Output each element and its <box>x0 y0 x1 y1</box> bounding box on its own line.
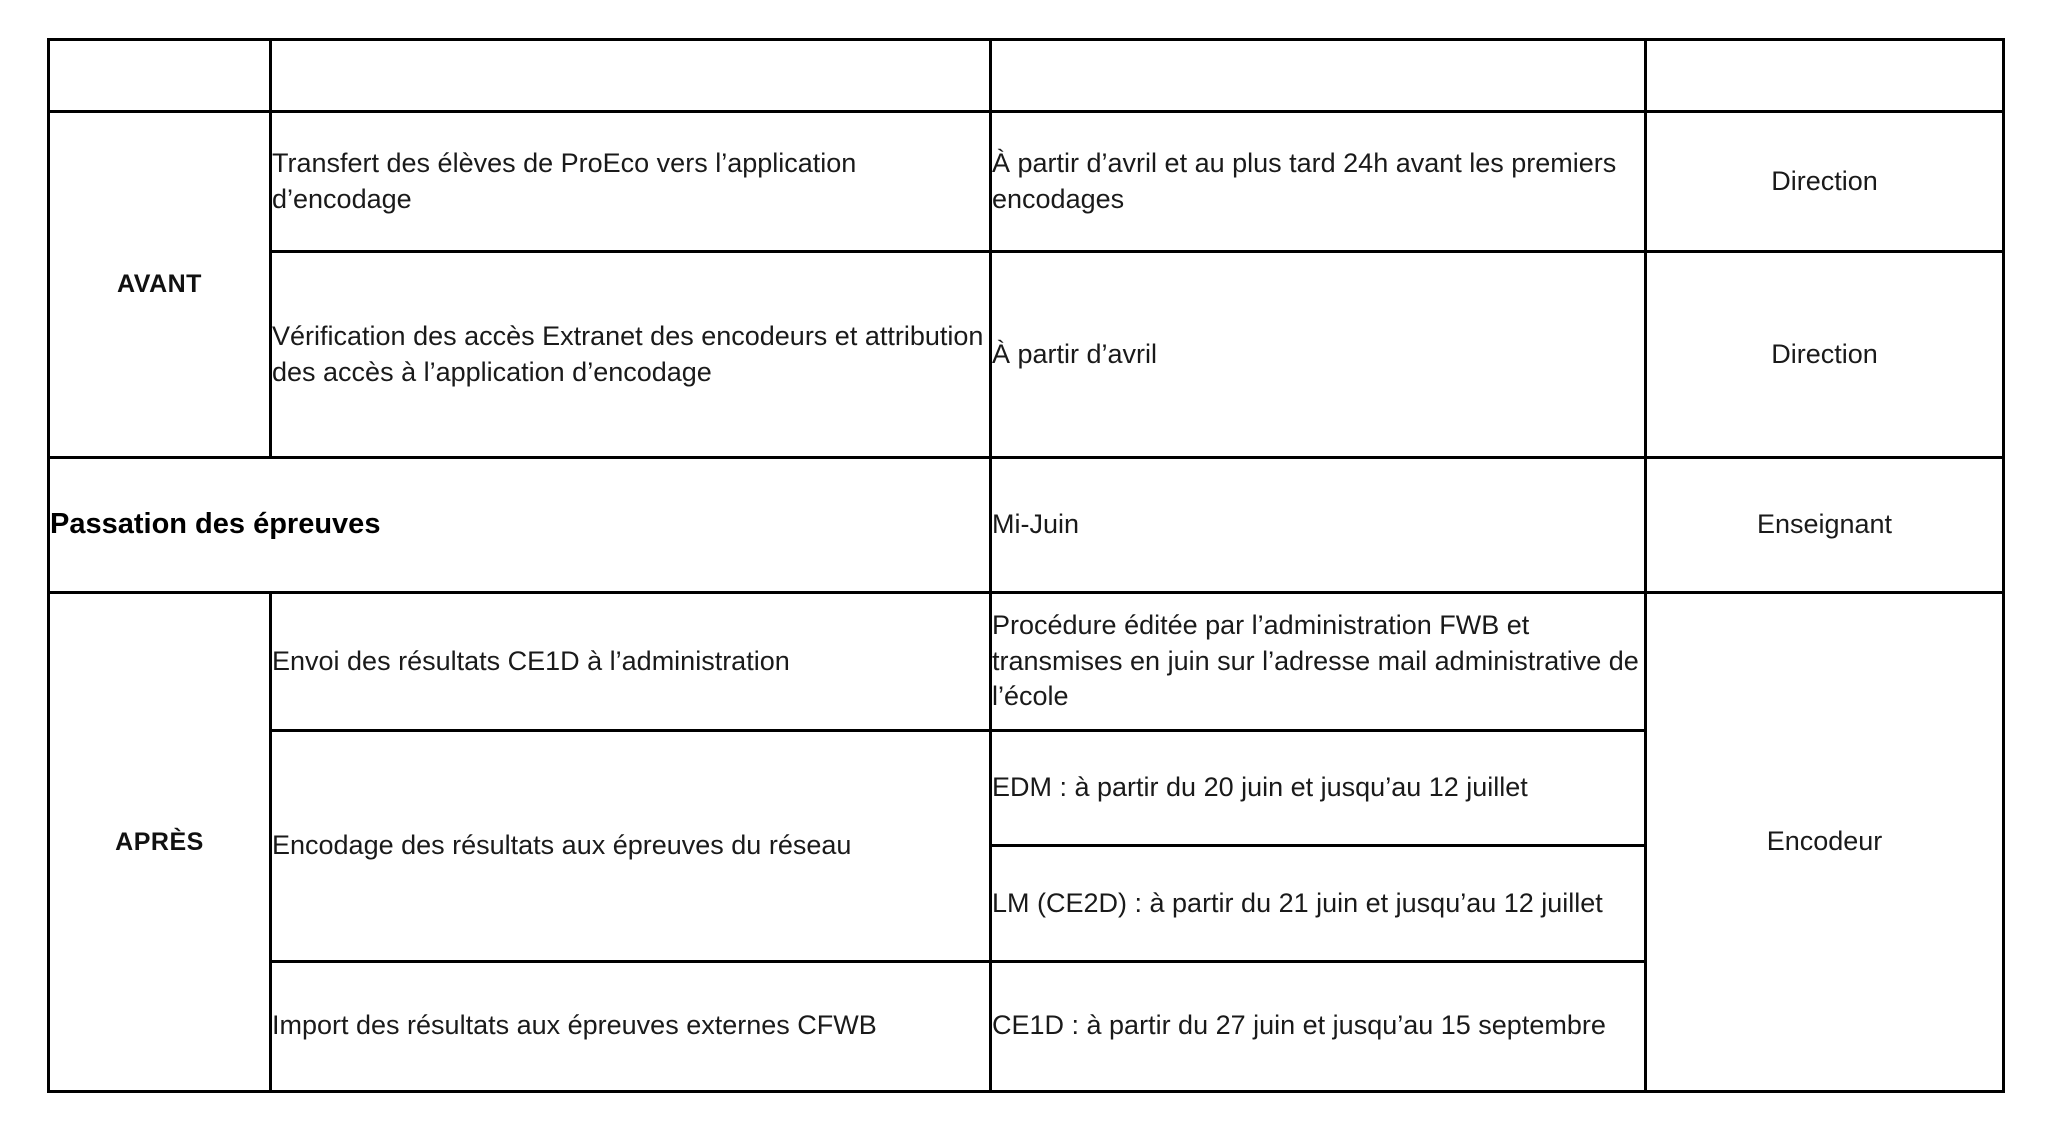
cell-quand-avant-2: À partir d’avril <box>991 252 1646 458</box>
table-row-passation <box>49 457 2004 592</box>
header-qui: Qui <box>1646 40 2004 112</box>
section-label-avant: AVANT <box>49 112 271 458</box>
table-row-avant-2 <box>49 252 2004 458</box>
cell-quand-passation: Mi-Juin <box>991 457 1646 592</box>
cell-etape-apres-3: Import des résultats aux épreuves externes CFWB <box>271 961 991 1091</box>
cell-quand-apres-2-edm: EDM : à partir du 20 juin et jusqu’au 12 juillet <box>991 730 1646 845</box>
table-row-avant-1 <box>49 112 2004 252</box>
header-corner-cell <box>49 40 271 112</box>
cell-etape-avant-2: Vérification des accès Extranet des encodeurs et attribution des accès à l’application d’encodage <box>271 252 991 458</box>
planning-table-container <box>47 38 2002 1093</box>
table-header <box>49 40 2004 112</box>
header-quand: Quand <box>991 40 1646 112</box>
cell-qui-avant-2: Direction <box>1646 252 2004 458</box>
cell-etape-apres-1: Envoi des résultats CE1D à l’administration <box>271 593 991 731</box>
cell-etape-avant-1: Transfert des élèves de ProEco vers l’application d’encodage <box>271 112 991 252</box>
table-body <box>49 112 2004 1092</box>
cell-qui-passation: Enseignant <box>1646 457 2004 592</box>
cell-quand-apres-2-lm: LM (CE2D) : à partir du 21 juin et jusqu’au 12 juillet <box>991 846 1646 961</box>
header-row <box>49 40 2004 112</box>
cell-qui-avant-1: Direction <box>1646 112 2004 252</box>
cell-etape-apres-2: Encodage des résultats aux épreuves du réseau <box>271 730 991 961</box>
cell-quand-apres-3: CE1D : à partir du 27 juin et jusqu’au 15 septembre <box>991 961 1646 1091</box>
cell-quand-avant-1: À partir d’avril et au plus tard 24h avant les premiers encodages <box>991 112 1646 252</box>
cell-qui-apres-merged: Encodeur <box>1646 593 2004 1092</box>
section-label-apres: APRÈS <box>49 593 271 1092</box>
cell-quand-apres-1: Procédure éditée par l’administration FWB et transmises en juin sur l’adresse mail administrative de l’école <box>991 593 1646 731</box>
cell-etape-passation: Passation des épreuves <box>49 457 991 592</box>
table-row-apres-1 <box>49 593 2004 731</box>
header-etapes: Étapes <box>271 40 991 112</box>
planning-table <box>47 38 2005 1093</box>
